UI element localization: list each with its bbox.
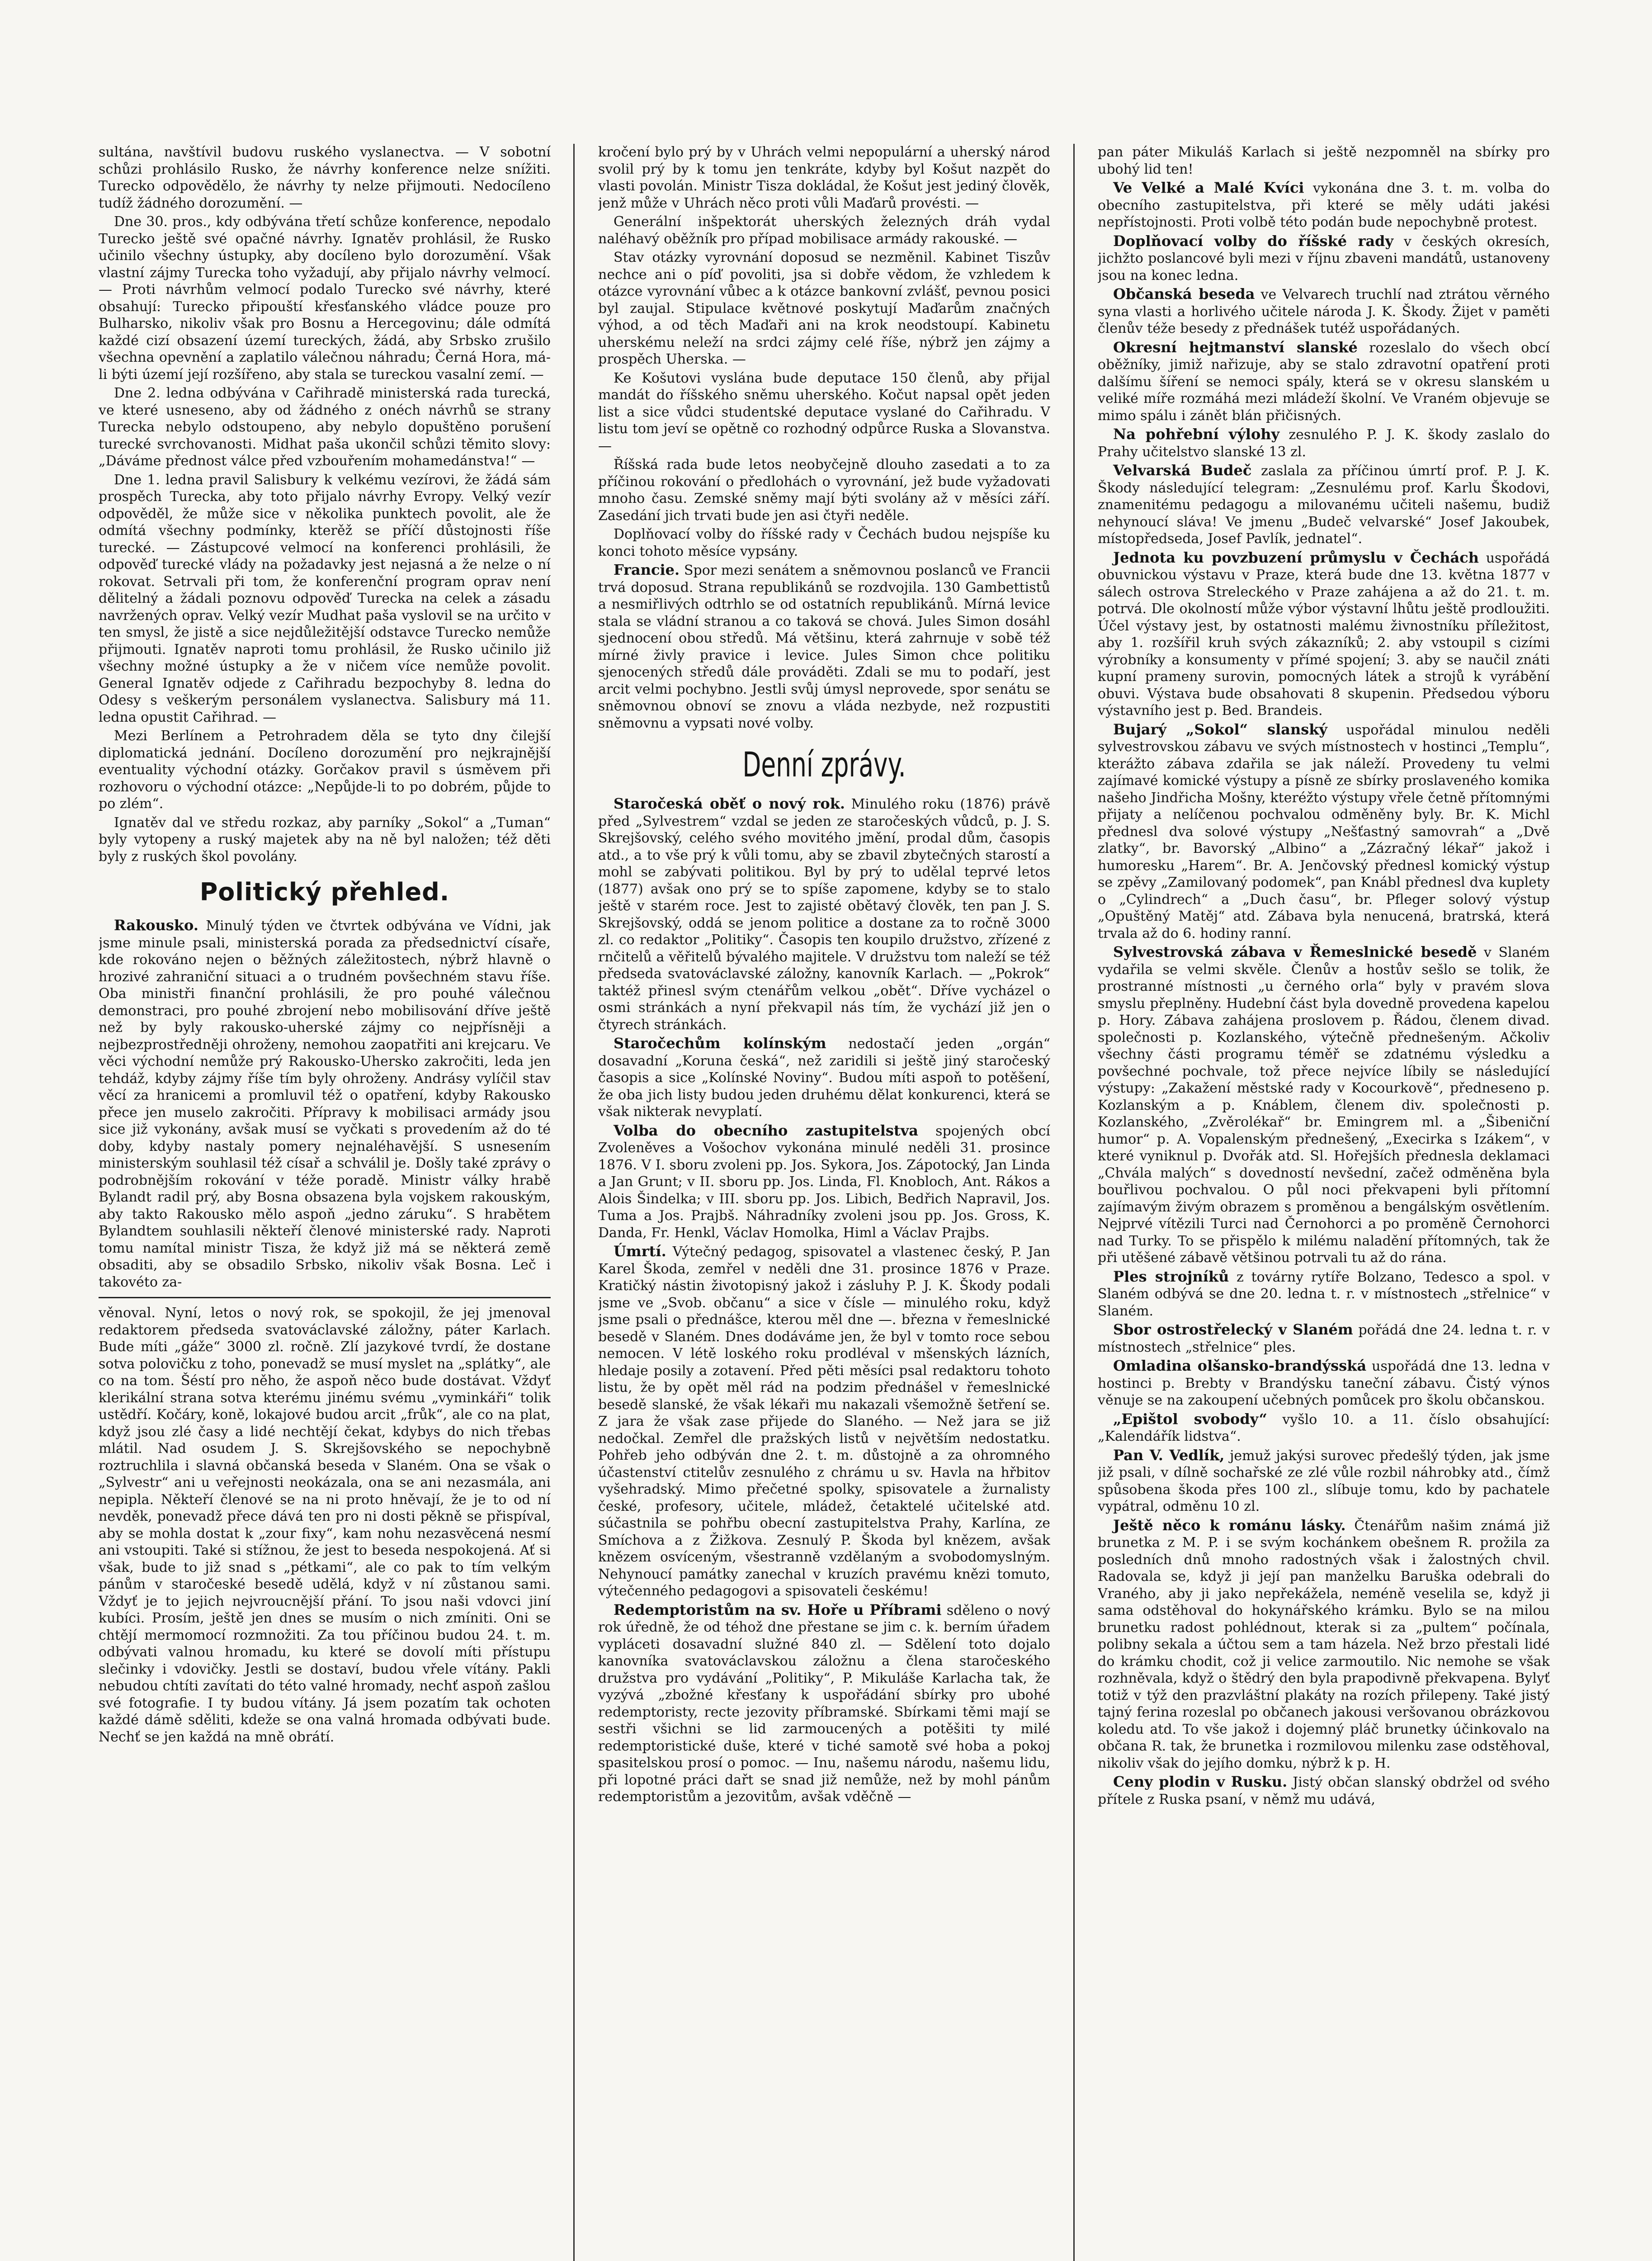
news-lead: Úmrtí. <box>614 1243 666 1260</box>
news-text: rozeslalo do všech obcí oběžníky, jimiž nařizuje, aby se stalo zdravotní opatření proti dalšímu šíření se nemoci spály, která se v okresu slanském u veliké míře rozmáhá mezi mládeží školní. Ve Vraném objevuje se mimo spálu i zánět blán přičisných. <box>1098 340 1550 424</box>
news-text: z továrny rytíře Bolzano, Tedesco a spol. v Slaném odbývá se dne 20. ledna t. r. v místnostech „střelnice“ v Slaném. <box>1098 1269 1550 1319</box>
news-lead: Velvarská Budeč <box>1113 462 1252 479</box>
news-lead: Ve Velké a Malé Kvíci <box>1113 179 1304 196</box>
column-middle <box>598 144 1050 2261</box>
news-item <box>1098 1411 1550 1445</box>
news-text: vyšlo 10. a 11. číslo obsahující: „Kalendářík lidstva“. <box>1098 1411 1550 1444</box>
news-lead: „Epištol svobody“ <box>1113 1410 1267 1428</box>
news-text: pořádá dne 24. ledna t. r. v místnostech „střelnice“ ples. <box>1098 1322 1550 1355</box>
feuilleton-paragraph: věnoval. Nyní, letos o nový rok, se spokojil, že jej jmenoval redaktorem předseda svatováclavské záložny, páter Karlach. Bude míti „gáže“ 3000 zl. ročně. Zlí jazykové tvrdí, že dostane sotva polovičku z toho, ponevadž se musí myslet na „splátky“, ale co na tom. Šéstí pro něho, že aspoň něco bude dostávat. Vždyť klerikální strana sotva kterému jinému svému „vyminkáři“ tolik ustědří. Kočáry, koně, lokajové budou arcit „frůk“, ale co na plat, když jsou zlé časy a lidé nechtějí čekat, kdybys do nich třebas mlátil. Nad osudem J. S. Skrejšovského se nepochybně roztruchlila i slavná občanská beseda v Slaném. Ona se však o „Sylvestr“ ani u veřejnosti neokázala, ona se ani nezasmála, ani nepipla. Někteří členové se na ni proto hněvají, že je to od ní nevděk, ponevadž přece dává ten pro ni dosti pěkně se přispíval, aby se mohla dostat k „zour fixy“, kam nohu nezasvěcená nesmí ani vstoupiti. Také si stížnou, že jest to beseda nespokojená. Ať si však, bude to již snad s „pétkami“, ale co pak to tím velkým pánům v staročeské besedě udělá, když v ní zůstanou sami. Vždyť je to jejich nejvroucnější přání. To jsou naši vdovci jiní kubíci. Prosím, ještě jen dnes se musím o nich zmíniti. Oni se chtějí mermomocí rozmnožiti. Za tou příčinou budou 24. t. m. odbývati valnou hromadu, ku které se dovolí míti přístupu slečinky i vdovičky. Jestli se dostaví, budou vřele vítány. Pakli nebudou chtíti zavítati do této valné hromady, nechť aspoň zašlou své fotografie. I ty budou vítány. Já jsem pozatím tak ochoten každé dámě sděliti, kdeže se ona valná hromada odbývati bude. Nechť se jen každá na mně obrátí. <box>99 1305 551 1745</box>
article-text: Spor mezi senátem a sněmovnou poslanců ve Francii trvá doposud. Strana republikánů se rozdvojila. 130 Gambettistů a nesmiřlivých odtrhlo se od ostatních republikánů. Mírná levice stala se vládní stranou a co taková se chová. Jules Simon dosáhl sjednocení obou středů. Má většinu, která zahrnuje v sobě též mírné živly pravice i levice. Jules Simon chce politiku sjenocených středů dále prováděti. Zdali se mu to podaří, jest arcit velmi pochybno. Jestli svůj úmysl neprovede, spor senátu se sněmovnou obnoví se znovu a vláda nezbyde, než rozpustiti sněmovnu a vypsati nové volby. <box>598 563 1050 731</box>
news-item <box>1098 286 1550 337</box>
news-item <box>1098 462 1550 548</box>
paragraph: Dne 2. ledna odbývána v Cařihradě ministerská rada turecká, ve které usneseno, aby od žádného z onéch návrhů se strany Turecka nebylo odstoupeno, aby nebylo dopuštěno porušení turecké svrchovanosti. Midhat paša ukončil schůzi těmito slovy: „Dáváme přednost válce před vzbouřením mohamedánstva!“ — <box>99 385 551 469</box>
news-item <box>1098 339 1550 425</box>
news-text: uspořádal minulou neděli sylvestrovskou zábavu ve svých místnostech v hostinci „Templu“, kterážto zábava zdařila se jak náleží. Provedeny tu velmi zajímavé komické výstupy a písně ze sbírky proslaveného komika našeho Jindřicha Mošny, kteréžto výstupy vřele četně přítomnými přijaty a nelíčenou pochvalou odměněny byly. Br. K. Michl přednesl dva solové výstupy „Nešťastný samovrah“ a „Dvě zlatky“, br. Bavorský „Albino“ a „Zázračný lékař“ jakož i humoresku „Harem“. Br. A. Jenčovský přednesl komický výstup se zpěvy „Zamilovaný podomek“, pan Knábl přednesl dva kuplety o „Cylindrech“ a „Duch času“, br. Pfleger solový výstup „Opuštěný Matěj“ atd. Zábava byla nenucená, bratrská, která trvala až do 6. hodiny ranní. <box>1098 722 1550 941</box>
news-text: Výtečný pedagog, spisovatel a vlastenec český, P. Jan Karel Škoda, zemřel v neděli dne 31. prosince 1876 v Praze. Kratičký nástin životopisný jakož i zásluhy P. J. K. Škody podali jsme ve „Svob. občanu“ a sice v čísle — minulého roku, když jsme psali o přednášce, kterou měl dne —. března v řemeslnické besedě v Slaném. Dnes dodáváme jen, že byl v tomto roce sebou nemocen. V létě loského roku prodléval v mšenských lázních, hledaje posily a zotavení. Před pěti měsíci psal redaktoru tohoto listu, že by opět měl rád na podzim přednášel v řemeslnické besedě slanské, že však lékaři mu nakazali všemožně šetření se. Z jara že však zase přijede do Slaného. — Než jara se již nedočkal. Zemřel dle pražských listů v největším nedostatku. Pohřeb jeho odbýván dne 2. t. m. důstojně a za ohromného účastenství ctitelův zesnulého z chrámu u sv. Havla na hřbitov vyšehradský. Mimo přečetné spolky, spisovatele a žurnalisty české, profesory, učitele, mládež, četaktelé učitelské atd. súčastnila se pohřbu obecní zastupitelstva Prahy, Karlína, ze Smíchova a z Žižkova. Zesnulý P. Škoda byl knězem, avšak knězem osvíceným, všestranně vzdělaným a svobodomyslným. Nehynoucí památky zanechal v kruzích pravému knězi tomuto, výtečenného pedagogovi a spisovateli českému! <box>598 1244 1050 1599</box>
column-right <box>1098 144 1550 2261</box>
news-item <box>1098 944 1550 1267</box>
news-lead: Pan V. Vedlík, <box>1113 1446 1225 1464</box>
news-lead: Okresní hejtmanství slanské <box>1113 338 1358 356</box>
news-item <box>1098 180 1550 231</box>
news-lead: Staročechům kolínským <box>614 1035 826 1052</box>
section-divider <box>99 1297 551 1298</box>
news-text: zesnulého P. J. K. škody zaslalo do Prahy učitelstvo slanské 13 zl. <box>1098 427 1550 460</box>
paragraph: pan páter Mikuláš Karlach si ještě nezpomněl na sbírky pro ubohý lid ten! <box>1098 144 1550 177</box>
news-lead: Ještě něco k románu lásky. <box>1113 1516 1346 1534</box>
news-text: Čtenářům našim známá již brunetka z M. P. i se svým kochánkem obešnem R. prožila za posledních dnů mnoho radostných však i žalostných chvil. Radovala se, když ji její pan manželku Baruška odebrali do Vraného, aby ji jako nepřekážela, neméně veselila se, když ji sama odstěhoval do hokynářského krámku. Bylo se na milou brunetku radost pohlédnout, kterak si za „pultem“ počínala, polibny sekala a účtou sem a tam házela. Než brzo přestali lidé do krámku chodit, což ji velice zarmoutilo. Nic nemohe se však rozhněvala, když o štědrý den byla prapodivně překvapena. Bylyť totiž v týž den prazvláštní plakáty na rozích přilepeny. Také jistý tajný ferina rozeslal po občanech jakousi veršovanou obrázkovou koledu atd. To vše jakož i dojemný pláč brunetky účinkovalo na občana R. tak, že brunetka i rozmilovou milenku zase odstěhoval, nikoliv však do jejího domku, nýbrž k p. H. <box>1098 1518 1550 1771</box>
news-item <box>598 1602 1050 1806</box>
news-item <box>1098 549 1550 719</box>
article-rakousko <box>99 917 551 1291</box>
news-item <box>1098 1774 1550 1808</box>
news-lead: Volba do obecního zastupitelstva <box>614 1121 918 1139</box>
news-lead: Doplňovací volby do říšské rady <box>1113 232 1394 250</box>
news-lead: Jednota ku povzbuzení průmyslu v Čechách <box>1113 549 1479 566</box>
news-text: nedostačí jeden „orgán“ dosavadní „Koruna česká“, než zaridili si ještě jiný staročeský časopis a sice „Kolínské Noviny“. Budou míti aspoň to potěšení, že oba jich listy budou jeden druhému dělat konkurenci, která se však nikterak nevyplatí. <box>598 1036 1050 1120</box>
news-lead: Občanská beseda <box>1113 285 1255 303</box>
news-text: zaslala za příčinou úmrtí prof. P. J. K. Škody následující telegram: „Zesnulému prof. Karlu Škodovi, znamenitému pedagogu a milovanému učiteli našemu, budiž nehynoucí sláva! Ve jmenu „Budeč velvarské“ Josef Jakoubek, místopředseda, Josef Pavlík, jednatel“. <box>1098 463 1550 547</box>
news-lead: Bujarý „Sokol“ slanský <box>1113 720 1327 738</box>
news-lead: Sbor ostrostřelecký v Slaném <box>1113 1321 1353 1338</box>
news-item <box>1098 1447 1550 1515</box>
article-text: Minulý týden ve čtvrtek odbývána ve Vídni, jak jsme minule psali, ministerská porada za předsednictví císaře, kde rokováno nejen o běžných záležitostech, nýbrž hlavně o hrozivé zahraniční situaci a o trudném povšechném stavu říše. Oba ministři finanční prohlásili, že pro pouhé válečnou demonstraci, pro pouhé zbrojení nebo mobilisování dříve ještě než by byly rakousko-uherské zájmy co nejpřísněji a nejbezprostředněji ohroženy, nemohou zaopatřiti ani krejcaru. Ve věci východní nemůže prý Rakousko-Uhersko zakročiti, leda jen tehdáž, kdyby zájmy říše tím byly ohroženy. Andrásy vylíčil stav věcí za hranicemi a promluvil též o opatření, kdyby Rakousko přece jen muselo zakročiti. Přípravy k mobilisaci armády jsou sice již vykonány, avšak musí se vyčkati s provedením až do té doby, kdyby nastaly pomery nejnaléhavější. S usnesením ministerským souhlasil též císař a schválil je. Došly také zprávy o podrobnějším rokování v téže poradě. Ministr války hrabě Bylandt radil prý, aby Bosna obsazena byla vojskem rakouským, aby takto Rakousko mělo aspoň „jedno záruku“. S hrabětem Bylandtem souhlasili někteří členové ministerské rady. Naproti tomu namítal ministr Tisza, že když již má se některá země obsaditi, aby se obsadilo Srbsko, nikoliv však Bosna. Leč i takovéto za- <box>99 918 551 1290</box>
news-text: uspořádá obuvnickou výstavu v Praze, která bude dne 13. května 1877 v sálech ostrova Streleckého v Praze zahájena a až do 21. t. m. potrvá. Dle okolností může výbor výstavní lhůtu ještě prodloužiti. Účel výstavy jest, by ostatnosti malému živnostníku příležitost, aby 1. rozšířil kruh svých zákazníků; 2. aby vstoupil s cizími výrobníky a konsumenty v přímé spojení; 3. aby se naučil znáti kupní prameny surovin, pomocných látek a strojů k vyrábění obuvi. Výstava bude obsahovati 8 skupenin. Předsedou výboru výstavního jest p. Bed. Brandeis. <box>1098 550 1550 719</box>
news-item <box>598 1122 1050 1242</box>
paragraph: Říšská rada bude letos neobyčejně dlouho zasedati a to za příčinou rokování o předlohách o vyrovnání, jež bude vyžadovati mnoho času. Zemské sněmy mají býti svolány až v měsíci září. Zasedání jich trvati bude jen asi čtyři neděle. <box>598 457 1050 524</box>
news-item <box>1098 1358 1550 1409</box>
news-item <box>1098 1268 1550 1320</box>
paragraph: kročení bylo prý by v Uhrách velmi nepopulární a uherský národ svolil prý by k tomu jen tenkráte, kdyby byl Košut nazpět do vlasti povolán. Ministr Tisza dokládal, že Košut jest jediný člověk, jenž může v Uhrách něco proti vůli Maďarů provésti. — <box>598 144 1050 211</box>
column-rule <box>1073 144 1075 2261</box>
paragraph: Mezi Berlínem a Petrohradem děla se tyto dny čilejší diplomatická jednání. Docíleno dorozumění pro nejkrajnější eventuality východní otázky. Gorčakov pravil s úsměvem při rozhovoru o východní otázce: „Nepůjde-li to po dobrém, půjde to po zlém“. <box>99 728 551 812</box>
article-francie <box>598 562 1050 732</box>
news-item <box>1098 1517 1550 1772</box>
paragraph: Doplňovací volby do říšské rady v Čechách budou nejspíše ku konci tohoto měsíce vypsány. <box>598 526 1050 559</box>
paragraph: Dne 1. ledna pravil Salisbury k velkému vezírovi, že žádá sám prospěch Turecka, aby toto přijalo návrhy Evropy. Velký vezír odpověděl, že může sice v několika punktech povolit, ale že odmítá všechny podmínky, kterěž se příčí důstojnosti říše turecké. — Zástupcové velmocí na konferenci prohlásili, že odpověď turecké vlády na požadavky jest nejasná a že nelze o ní rokovat. Setrvali při tom, že konferenční program oprav není dělitelný a žádali poznovu odpověď Turecka na celek a zásadu navržených oprav. Velký vezír Mudhat paša vyslovil se na určito v ten smysl, že jistě a sice nejdůležitější odstavce Turecko nemůže přijmouti. Ignatěv naproti tomu prohlásil, že Rusko učinilo již všechny možné ústupky a že v ničem více nemůže povolit. General Ignatěv odjede z Cařihradu bezpochyby 8. ledna do Odesy s veškerým personálem vyslanectva. Salisbury má 11. ledna opustit Cařihrad. — <box>99 472 551 725</box>
column-rule <box>573 144 575 2261</box>
news-lead: Omladina olšansko-brandýsská <box>1113 1357 1367 1374</box>
column-left <box>99 144 551 2261</box>
news-item <box>598 1035 1050 1121</box>
paragraph: Generální inšpektorát uherských železných dráh vydal naléhavý oběžník pro případ mobilisace armády rakouské. — <box>598 214 1050 247</box>
news-item <box>1098 233 1550 284</box>
news-text: ve Velvarech truchlí nad ztrátou věrného syna vlasti a horlivého učitele národa J. K. Škody. Žijet v paměti členův téže besedy z přednášek tutéž uspořádaných. <box>1098 287 1550 336</box>
news-lead: Sylvestrovská zábava v Řemeslnické besedě <box>1113 943 1477 960</box>
article-lead: Rakousko. <box>114 917 198 934</box>
paragraph: sultána, navštívil budovu ruského vyslanectva. — V sobotní schůzi prohlásilo Rusko, že návrhy konference nelze snížiti. Turecko odpovědělo, že návrhy ty nelze přijmouti. Nedocíleno tudíž žádného dorozumění. — <box>99 144 551 211</box>
news-text: vykonána dne 3. t. m. volba do obecního zastupitelstva, při které se měly udáti jakési nepřístojnosti. Proti volbě této podán bude nepochybně protest. <box>1098 180 1550 230</box>
news-item <box>598 1243 1050 1600</box>
news-item <box>1098 1321 1550 1356</box>
news-lead: Redemptoristům na sv. Hoře u Příbrami <box>614 1601 942 1618</box>
news-text: uspořádá dne 13. ledna v hostinci p. Brebty v Brandýsku taneční zábavu. Čistý výnos věnuje se na zakoupení učebných pomůcek pro školu občanskou. <box>1098 1358 1550 1408</box>
news-lead: Staročeská oběť o nový rok. <box>614 795 845 812</box>
news-text: Minulého roku (1876) právě před „Sylvestrem“ vzdal se jeden ze staročeských vůdců, p. J. S. Skrejšovský, celého svého movitého jmění, prodal dům, časopis atd., a to vše prý k vůli tomu, aby se zbavil zbytečných starostí a mohl se zabývati politikou. Byl by prý to udělal teprvé letos (1877) avšak ono prý se to spíše zapomene, kdyby se to stalo ještě v starém roce. Jest to zajisté obětavý člověk, ten pan J. S. Skrejšovský, oddá se jenom politice a dostane za to ročně 3000 zl. co redaktor „Politiky“. Časopis ten koupilo družstvo, zřízené z rnčitelů a věřitelů bývalého majitele. V družstvu tom naleží se též předseda svatováclavské záložny, kanovník Karlach. — „Pokrok“ taktéž přinesl svým ctenářům velkou „obět“. Dříve vycházel o osmi stránkách a nyní překvapil nás tím, že vychází již jen o čtyrech stránkách. <box>598 796 1050 1033</box>
paragraph: Dne 30. pros., kdy odbývána třetí schůze konference, nepodalo Turecko ještě své opačné návrhy. Ignatěv prohlásil, že Rusko učinilo všechny ústupky, aby docíleno bylo dorozumění. Však vlastní zájmy Turecka toho vyžadují, aby přijalo návrhy velmocí. — Proti návrhům velmocí podalo Turecko své návrhy, které obsahují: Turecko připouští křesťanského vládce pouze pro Bulharsko, nikoliv však pro Bosnu a Hercegovinu; dále odmítá každé cizí obsazení území tureckých, žádá, aby Srbsko zrušilo všechna opevnění a zaplatilo válečnou náhradu; Černá Hora, má-li býti území její rozšířeno, aby stala se tureckou vasalní zemí. — <box>99 214 551 383</box>
paragraph: Stav otázky vyrovnání doposud se nezměnil. Kabinet Tiszův nechce ani o píď povoliti, jsa si dobře vědom, že vzhledem k otázce vyrovnání vůbec a k otázce bankovní zvlášť, pevnou posici byl zaujal. Stipulace květnové poskytují Maďarům značných výhod, a od těch Maďaři ani na krok neodstoupí. Kabinetu uherskému neleží na srdci zájmy celé říše, nýbrž jen zájmy a prospěch Uherska. — <box>598 250 1050 367</box>
news-text: v Slaném vydařila se velmi skvěle. Členův a hostův sešlo se tolik, že prostranné místnosti „u černého orla“ byly v pravém slova smyslu přeplněny. Hudební část byla dovedně provedena kapelou p. Hory. Zábava zahájena proslovem p. Řádou, členem divad. společnosti p. Kozlanského, výtečně přednešeným. Ačkoliv všechny části programu téměř se zdatnému výsledku a povšechné pochvale, tož přece nejvíce líbily se následující výstupy: „Zakažení městské rady v Kocourkově“, předneseno p. Kozlanským a p. Knáblem, členem div. společnosti p. Kozlanského, „Zvěrolékař“ br. Emingrem ml. a „Šibeniční humor“ p. A. Vopalenským přednešený, „Execirka s Izákem“, v které vyniknul p. Dvořák atd. Sl. Hořejších přednesla deklamaci „Chvála malých“ s dovedností nevšední, začež odměněna byla bouřlivou pochvalou. O půl noci překvapeni byli přítomní zajímavým živým obrazem s proměnou a bengálským osvětlením. Nejprvé vítězili Turci nad Černohorci a po proměně Černohorci nad Turky. To se přispělo k milému naladění přítomných, tak že při utěšené zábavě většinou potrvali tu až do rána. <box>1098 945 1550 1266</box>
news-text: Jistý občan slanský obdržel od svého přítele z Ruska psaní, v němž mu udává, <box>1098 1774 1550 1807</box>
news-lead: Na pohřební výlohy <box>1113 426 1280 443</box>
section-heading-politics: Politický přehled. <box>199 878 450 906</box>
news-text: v českých okresích, jichžto poslancové byli mezi v říjnu zbaveni mandátů, ustanoveny jsou na konec ledna. <box>1098 233 1550 284</box>
paragraph: Ke Košutovi vyslána bude deputace 150 členů, aby přijal mandát do říšského sněmu uherského. Kočut napsal opět jeden list a sice vůdci studentské deputace vyslané do Cařihradu. V listu tom jeví se opětně co rozhodný odpůrce Ruska a Slovanstva. — <box>598 370 1050 454</box>
news-item <box>1098 426 1550 460</box>
section-heading-daily-news: Denní zprávy. <box>742 744 906 785</box>
news-text: spojených obcí Zvoleněves a Vošochov vykonána minulé neděli 31. prosince 1876. V I. sboru zvoleni pp. Jos. Sykora, Jos. Zápotocký, Jan Linda a Jan Grunt; v II. sboru pp. Jos. Linda, Fl. Knobloch, Ant. Rákos a Alois Šindelka; v III. sboru pp. Jos. Libich, Bedřich Napravil, Jos. Tuma a Jos. Prajbš. Náhradníky zvoleni jsou pp. Jos. Gross, K. Danda, Fr. Henkl, Václav Homolka, Himl a Václav Prajbs. <box>598 1123 1050 1241</box>
newspaper-page <box>99 144 1550 2261</box>
news-lead: Ceny plodin v Rusku. <box>1113 1773 1288 1790</box>
news-text: jemuž jakýsi surovec předešlý týden, jak jsme již psali, v dílně sochařské ze zlé vůle rozbil náhrobky atd., čímž spůsobena škoda přes 100 zl., slíbuje tomu, kdo by pachatele vypátral, odměnu 10 zl. <box>1098 1447 1550 1514</box>
news-text: sděleno o nový rok úředně, že od téhož dne přestane se jim c. k. berním úřadem vypláceti dosavadní služné 840 zl. — Sdělení toto dojalo kanovníka svatováclavskou záložnu a člena staročeského družstva pro vydávání „Politiky“, P. Mikuláše Karlacha tak, že vyzývá „zbožné křesťany k uspořádání sbírky pro ubohé redemptoristy, recte jezovity příbramské. Sbírkami těmi mají se sestři všichni se lid zarmoucených a potěšiti ty milé redemptoristické duše, které v tiché samotě své hoba a pokoj spasitelskou prosí o pomoc. — Inu, našemu národu, našemu lidu, při lopotné práci dařt se snad již nemůže, než by mohl pánům redemptoristům a jezovitům, avšak vděčně — <box>598 1602 1050 1805</box>
news-item <box>598 795 1050 1033</box>
article-lead: Francie. <box>614 561 680 578</box>
news-lead: Ples strojníků <box>1113 1268 1229 1285</box>
news-item <box>1098 721 1550 942</box>
paragraph: Ignatěv dal ve středu rozkaz, aby parníky „Sokol“ a „Tuman“ byly vytopeny a ruský majetek aby na ně byl naložen; též děti byly z ruských škol povolány. <box>99 814 551 865</box>
